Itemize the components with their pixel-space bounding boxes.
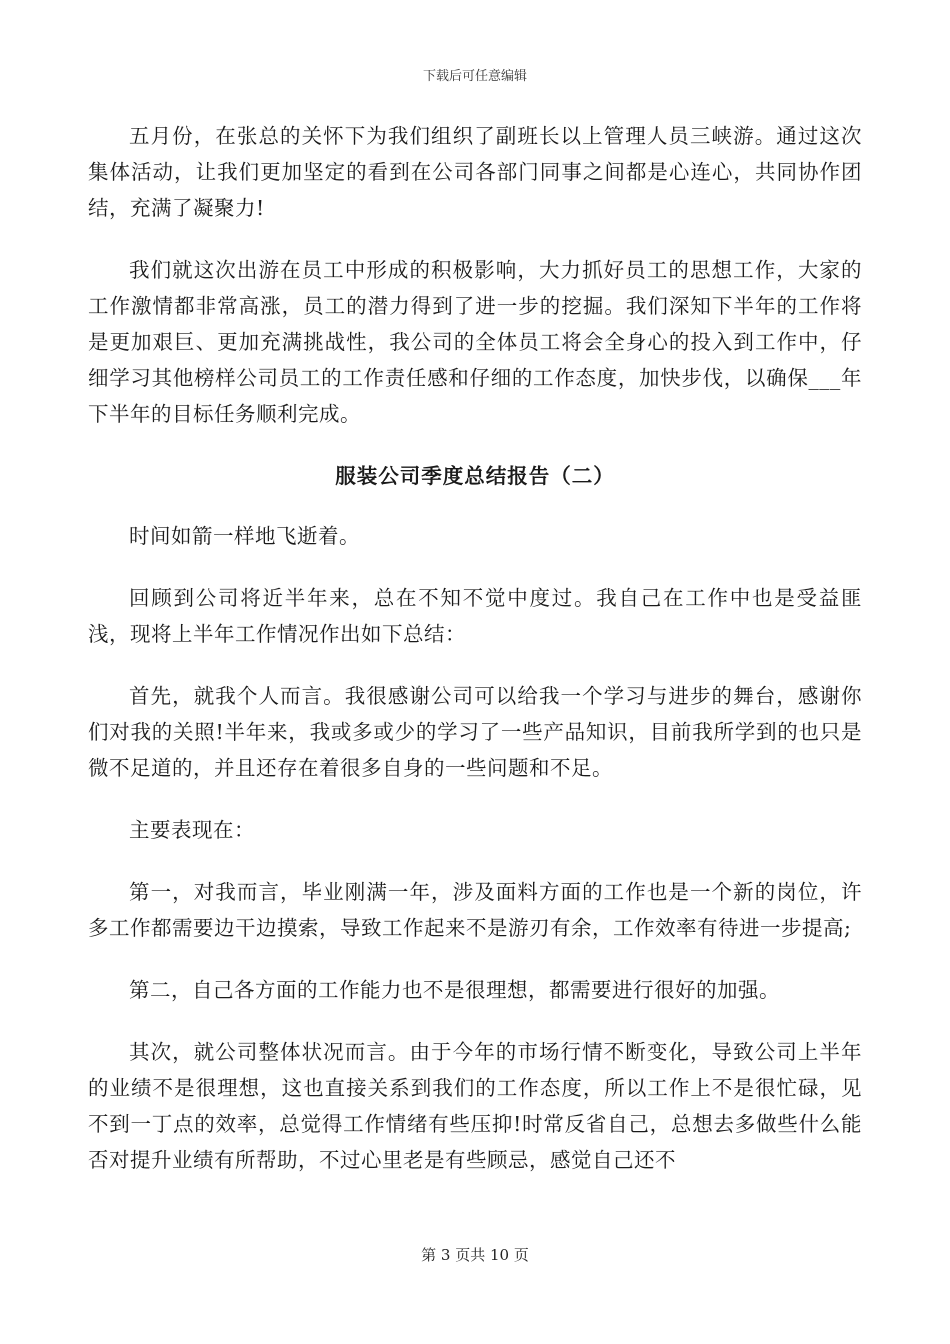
paragraph: 五月份，在张总的关怀下为我们组织了副班长以上管理人员三峡游。通过这次集体活动，让我们更加坚定的看到在公司各部门同事之间都是心连心，共同协作团结，充满了凝聚力! (88, 124, 862, 220)
document-body (88, 118, 862, 1204)
paragraph: 我们就这次出游在员工中形成的积极影响，大力抓好员工的思想工作，大家的工作激情都非常高涨，员工的潜力得到了进一步的挖掘。我们深知下半年的工作将是更加艰巨、更加充满挑战性，我公司的全体员工将会全身心的投入到工作中，仔细学习其他榜样公司员工的工作责任感和仔细的工作态度，加快步伐，以确保___年下半年的目标任务顺利完成。 (88, 258, 862, 426)
paragraph: 首先，就我个人而言。我很感谢公司可以给我一个学习与进步的舞台，感谢你们对我的关照!半年来，我或多或少的学习了一些产品知识，目前我所学到的也只是微不足道的，并且还存在着很多自身的一些问题和不足。 (88, 684, 862, 780)
section-title: 服装公司季度总结报告（二） (335, 464, 615, 488)
paragraph: 主要表现在： (129, 818, 255, 842)
page-footer: 第 3 页共 10 页 (421, 1246, 529, 1264)
paragraph: 第二，自己各方面的工作能力也不是很理想，都需要进行很好的加强。 (129, 978, 780, 1002)
paragraph: 时间如箭一样地飞逝着。 (129, 524, 360, 548)
paragraph: 第一，对我而言，毕业刚满一年，涉及面料方面的工作也是一个新的岗位，许多工作都需要边干边摸索，导致工作起来不是游刃有余，工作效率有待进一步提高; (88, 880, 862, 940)
paragraph: 其次，就公司整体状况而言。由于今年的市场行情不断变化，导致公司上半年的业绩不是很理想，这也直接关系到我们的工作态度，所以工作上不是很忙碌，见不到一丁点的效率，总觉得工作情绪有些压抑!时常反省自己，总想去多做些什么能否对提升业绩有所帮助，不过心里老是有些顾忌，感觉自己还不 (88, 1040, 862, 1172)
page-header: 下载后可任意编辑 (422, 69, 527, 84)
paragraph: 回顾到公司将近半年来，总在不知不觉中度过。我自己在工作中也是受益匪浅，现将上半年工作情况作出如下总结： (88, 586, 862, 646)
